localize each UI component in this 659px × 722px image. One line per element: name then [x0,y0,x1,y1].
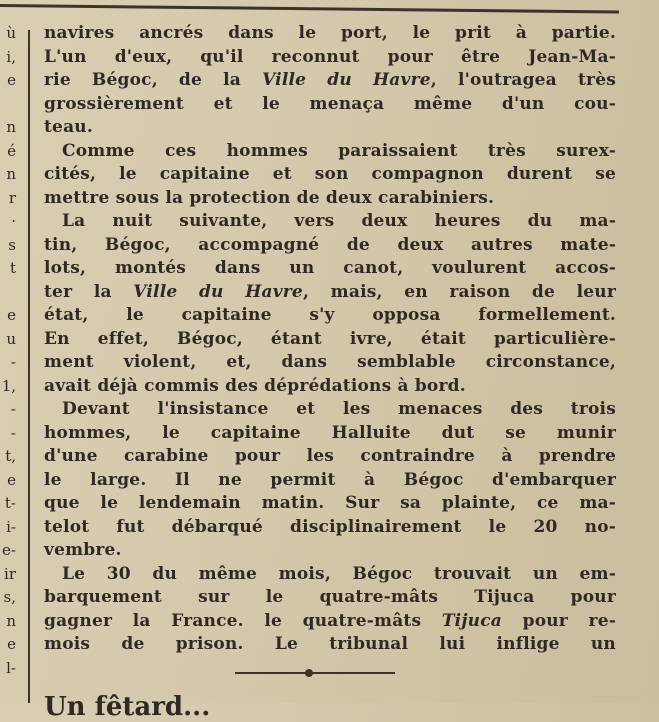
left-column-fragment: e- [2,541,16,559]
left-column-fragment: ù [6,24,16,42]
article-body [44,22,616,657]
left-column-fragment: 1, [1,376,16,395]
left-column-fragment [0,93,16,117]
left-column-fragment: e [7,635,16,653]
left-column-fragment: t [9,259,16,277]
left-column-fragment: e [7,306,16,324]
article-line: mois de prison. Le tribunal lui inflige un [44,634,616,654]
line-text: pour re- [502,610,616,631]
article-line [44,69,616,93]
line-text: , l'outragea très [430,70,616,90]
article-line: La nuit suivante, vers deux heures du ma- [62,211,616,231]
left-column-fragment: é [7,141,16,160]
article-line: barquement sur le quatre-mâts Tijuca pour [44,587,616,607]
article-line: navires ancrés dans le port, le prit à partie. [44,23,616,43]
section-ornament-divider [235,672,395,674]
column-divider [28,30,30,703]
ship-name: Ville du Havre [133,281,303,302]
left-column-fragment: - [10,400,16,418]
ship-name: Tijuca [441,610,503,631]
article-line: Devant l'insistance et les menaces des trois [62,399,616,419]
left-column-fragment: - [10,423,16,442]
article-line: ment violent, et, dans semblable circonstance, [44,352,616,372]
next-article-heading: Un fêtard... [44,692,211,722]
article-line: Le 30 du même mois, Bégoc trouvait un em- [62,563,616,584]
left-column-fragment: u [6,329,16,348]
line-text: gagner la France. le quatre-mâts [44,610,442,631]
article-line: vembre. [44,540,122,560]
line-text: ter la [44,281,134,302]
left-column-fragment: s [8,235,16,254]
left-column-fragment: r [8,188,16,207]
ship-name: Ville du Havre [262,70,431,90]
left-column-fragment: n [6,165,16,183]
left-column-fragment: e [7,71,16,89]
article-line: En effet, Bégoc, étant ivre, était particulière- [44,328,616,349]
left-column-fragment: i, [6,47,16,66]
article-line: teau. [44,117,93,137]
article-line: grossièrement et le menaça même d'un cou- [44,93,616,114]
left-column-fragment: · [11,212,16,230]
article-line: d'une carabine pour les contraindre à prendre [44,446,616,466]
left-column-fragment: ir [4,564,16,583]
article-line: telot fut débarqué disciplinairement le 20 no- [44,516,616,537]
line-text: rie Bégoc, de la [44,70,263,90]
article-line: état, le capitaine s'y opposa formellement. [44,305,616,325]
article-line: cités, le capitaine et son compagnon durent se [44,164,616,184]
left-column-fragment: i- [6,517,16,536]
left-column-fragment: s, [3,588,16,606]
top-border-rule [0,4,619,13]
article-line: mettre sous la protection de deux carabiniers. [44,187,495,208]
left-column-fragment: t- [4,494,16,512]
article-line: Comme ces hommes paraissaient très surex- [62,140,616,161]
left-column-fragment [0,281,16,305]
article-line: hommes, le capitaine Halluite dut se munir [44,422,616,443]
left-column-fragment: e [7,470,16,489]
left-column-fragments [0,22,16,680]
article-line: tin, Bégoc, accompagné de deux autres mate- [44,234,616,255]
article-line: lots, montés dans un canot, voulurent accos- [44,258,616,278]
left-column-fragment: t, [5,447,16,465]
article-line: que le lendemain matin. Sur sa plainte, ce ma- [44,493,616,513]
left-column-fragment: - [10,353,16,371]
article-line [44,281,616,305]
article-line: L'un d'eux, qu'il reconnut pour être Jean-Ma- [44,46,616,67]
article-line: le large. Il ne permit à Bégoc d'embarquer [44,469,616,490]
left-column-fragment: l- [6,658,16,677]
left-column-fragment: n [6,118,16,136]
article-line [44,610,616,634]
article-line: avait déjà commis des déprédations à bord. [44,375,466,396]
line-text: , mais, en raison de leur [302,281,616,302]
left-column-fragment: n [6,611,16,630]
